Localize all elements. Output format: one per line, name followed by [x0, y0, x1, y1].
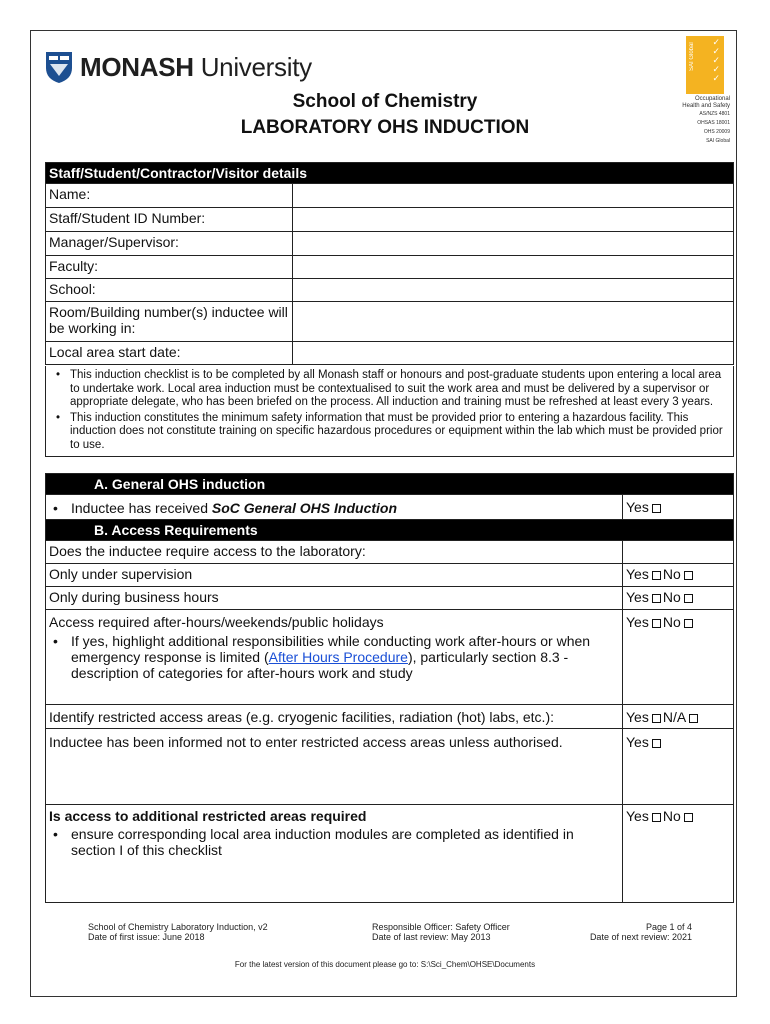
badge-side-text: SAI Global — [689, 42, 695, 71]
no-checkbox[interactable] — [684, 571, 693, 580]
table-row — [46, 302, 734, 342]
answer-cell: Yes No — [623, 805, 734, 903]
row-label: Is access to additional restricted areas required — [49, 808, 367, 824]
room-input[interactable] — [293, 302, 734, 342]
start-date-input[interactable] — [293, 342, 734, 365]
footer-right: Page 1 of 4 Date of next review: 2021 — [589, 922, 692, 942]
badge-caption: Occupational Health and Safety — [682, 96, 730, 109]
yes-checkbox[interactable] — [652, 571, 661, 580]
section-a-item: • Inductee has received SoC General OHS Induction — [46, 495, 623, 520]
crest-icon — [44, 50, 74, 84]
row-label: Access required after-hours/weekends/public holidays — [49, 614, 384, 630]
row-content — [46, 610, 623, 705]
question-text: Does the inductee require access to the laboratory: — [46, 541, 623, 564]
answer-cell: Yes N/A — [623, 705, 734, 729]
answer-cell: Yes No — [623, 587, 734, 610]
table-row — [46, 256, 734, 279]
field-label: Faculty: — [46, 256, 293, 279]
table-row — [46, 587, 734, 610]
page-title: School of Chemistry — [292, 91, 478, 112]
footer-note: For the latest version of this document please go to: S:\Sci_Chem\OHSE\Documents — [234, 960, 536, 969]
bullet-text: • ensure corresponding local area induction modules are completed as identified in section I of this checklist — [49, 826, 619, 858]
section-a-heading: A. General OHS induction — [46, 474, 734, 495]
list-item: • This induction constitutes the minimum safety information that must be provided prior to entering a hazardous facility. This induction does not constitute training on specific hazardous procedures or equipment within the lab which must be provided prior to use. — [52, 412, 727, 453]
yes-checkbox[interactable] — [652, 813, 661, 822]
school-input[interactable] — [293, 279, 734, 302]
id-input[interactable] — [293, 208, 734, 232]
yes-checkbox[interactable] — [652, 504, 661, 513]
supervisor-input[interactable] — [293, 232, 734, 256]
table-row — [46, 279, 734, 302]
badge-standard: OHSAS 18001 — [697, 120, 730, 126]
bullet-text: • If yes, highlight additional responsibilities while conducting work after-hours or when emergency response is limited (After Hours Procedure), particularly section 8.3 - description of categories for after-hours work and study — [49, 633, 619, 681]
section-b-heading: B. Access Requirements — [46, 520, 734, 541]
footer-left: School of Chemistry Laboratory Induction, v2 Date of first issue: June 2018 — [88, 922, 268, 942]
table-row — [46, 495, 734, 520]
no-checkbox[interactable] — [684, 594, 693, 603]
row-label: Inductee has been informed not to enter restricted access areas unless authorised. — [46, 729, 623, 805]
answer-cell: Yes — [623, 495, 734, 520]
checkmark-icon: ✓ ✓ ✓ ✓ ✓ — [712, 37, 720, 83]
table-row — [46, 564, 734, 587]
row-label: Only during business hours — [46, 587, 623, 610]
table-row — [46, 232, 734, 256]
row-content — [46, 805, 623, 903]
table-row — [46, 610, 734, 705]
field-label: School: — [46, 279, 293, 302]
yes-checkbox[interactable] — [652, 594, 661, 603]
monash-logo — [44, 50, 312, 84]
instruction-notes — [45, 366, 734, 457]
ohs-certification-badge — [676, 36, 730, 146]
field-label: Local area start date: — [46, 342, 293, 365]
field-label: Room/Building number(s) inductee will be working in: — [46, 302, 293, 342]
yes-checkbox[interactable] — [652, 739, 661, 748]
details-heading: Staff/Student/Contractor/Visitor details — [46, 163, 734, 184]
badge-standard: AS/NZS 4801 — [699, 111, 730, 117]
table-row — [46, 184, 734, 208]
row-label: Only under supervision — [46, 564, 623, 587]
field-label: Name: — [46, 184, 293, 208]
footer-middle: Responsible Officer: Safety Officer Date of last review: May 2013 — [372, 922, 510, 942]
field-label: Staff/Student ID Number: — [46, 208, 293, 232]
answer-cell: Yes No — [623, 564, 734, 587]
page-subtitle: LABORATORY OHS INDUCTION — [240, 117, 530, 138]
table-row — [46, 342, 734, 365]
name-input[interactable] — [293, 184, 734, 208]
table-row — [46, 805, 734, 903]
table-row — [46, 705, 734, 729]
na-checkbox[interactable] — [689, 714, 698, 723]
table-row — [46, 208, 734, 232]
answer-cell: Yes — [623, 729, 734, 805]
table-row — [46, 729, 734, 805]
list-item: • This induction checklist is to be completed by all Monash staff or honours and post-graduate students upon entering a local area to undertake work. Local area induction must be contextualised to suit the work area and must be delivered by a supervisor or appropriate delegate, who has been briefed on the process. All induction and training must be refreshed at least every 3 years. — [52, 369, 727, 410]
details-table — [45, 162, 734, 365]
logo-text: MONASH University — [80, 51, 312, 82]
badge-standard: SAI Global — [706, 138, 730, 144]
faculty-input[interactable] — [293, 256, 734, 279]
table-row — [46, 541, 734, 564]
badge-standard: OHS 20009 — [703, 129, 730, 135]
field-label: Manager/Supervisor: — [46, 232, 293, 256]
yes-checkbox[interactable] — [652, 619, 661, 628]
no-checkbox[interactable] — [684, 619, 693, 628]
row-label: Identify restricted access areas (e.g. cryogenic facilities, radiation (hot) labs, etc.): — [46, 705, 623, 729]
no-checkbox[interactable] — [684, 813, 693, 822]
checklist-table — [45, 473, 734, 903]
answer-cell: Yes No — [623, 610, 734, 705]
after-hours-procedure-link[interactable]: After Hours Procedure — [268, 649, 408, 665]
yes-checkbox[interactable] — [652, 714, 661, 723]
